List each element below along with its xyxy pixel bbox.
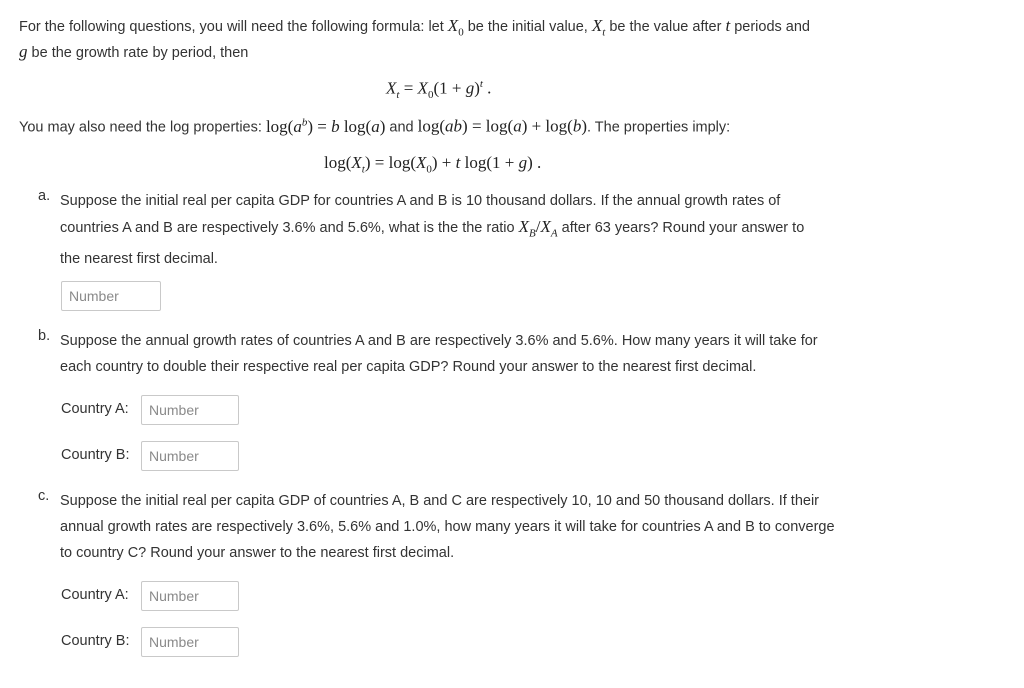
question-b-line-1: Suppose the annual growth rates of countries A and B are respectively 3.6% and 5.6%. How many years it will take for <box>60 333 818 349</box>
log-properties-text: You may also need the log properties: <box>19 119 262 136</box>
growth-formula: $X_t = X_0(1 + g)^t$ . <box>386 78 492 102</box>
log-power-rule: $\log(a^b) = b$ log(a) <box>265 116 386 136</box>
formula-xt: $X_t$ <box>591 16 606 39</box>
log-and-text: and <box>389 119 414 136</box>
question-c-letter: c. <box>38 488 50 504</box>
log-growth-formula: $\log(X_t) = \log(X_0) + t$ log(1 + g) . <box>324 153 542 176</box>
question-b-letter: b. <box>38 328 51 344</box>
formula-x0: $X_0$ <box>447 16 464 39</box>
question-c-country-b-input[interactable] <box>141 627 239 657</box>
question-a-line-1: Suppose the initial real per capita GDP for countries A and B is 10 thousand dollars. If the annual growth rates of <box>60 193 781 209</box>
question-c-country-b-label: Country B: <box>61 633 130 649</box>
intro-text-1c: be the value after <box>609 19 722 35</box>
question-a-line-2a: countries A and B are respectively 3.6% and 5.6%, what is the the ratio <box>60 220 515 236</box>
question-a-letter: a. <box>38 188 51 204</box>
formula-g: g <box>19 42 28 61</box>
question-b-country-b-input[interactable] <box>141 441 239 471</box>
question-a-line-2 <box>60 214 898 246</box>
intro-text-2: be the growth rate by period, then <box>31 45 249 61</box>
log-imply-text: . The properties imply: <box>587 119 731 136</box>
ratio-formula: $X_B/X_A$ <box>518 217 558 240</box>
log-properties-line <box>19 116 730 137</box>
intro-text-1b: be the initial value, <box>467 19 588 35</box>
question-a-line-2b: after 63 years? Round your answer to <box>561 220 805 236</box>
question-c-line-2: annual growth rates are respectively 3.6%, 5.6% and 1.0%, how many years it will take for countries A and B to converge <box>60 519 835 535</box>
question-a-line-3: the nearest first decimal. <box>60 251 218 268</box>
question-c-country-a-label: Country A: <box>61 587 129 603</box>
question-a-text <box>60 188 898 272</box>
intro-line-1 <box>19 16 810 38</box>
question-b-country-a-label: Country A: <box>61 401 129 417</box>
question-a-input[interactable] <box>61 281 161 311</box>
question-a <box>38 188 898 272</box>
question-b-country-a-input[interactable] <box>141 395 239 425</box>
question-b-country-b-label: Country B: <box>61 447 130 463</box>
question-b-line-2: each country to double their respective real per capita GDP? Round your answer to the nearest first decimal. <box>60 359 757 375</box>
question-c <box>38 488 898 566</box>
question-c-line-3: to country C? Round your answer to the nearest first decimal. <box>60 545 455 561</box>
formula-t: t <box>725 16 731 35</box>
question-c-text <box>60 488 898 566</box>
intro-text-1d: periods and <box>734 19 810 35</box>
intro-line-2 <box>19 42 248 62</box>
question-b <box>38 328 898 380</box>
question-c-country-a-input[interactable] <box>141 581 239 611</box>
question-c-line-1: Suppose the initial real per capita GDP of countries A, B and C are respectively 10, 10 and 50 thousand dollars. If their <box>60 493 820 509</box>
intro-text-1a: For the following questions, you will need the following formula: let <box>19 19 444 35</box>
question-b-text <box>60 328 898 380</box>
log-product-rule: log(ab) = log(a) + log(b) <box>417 116 587 136</box>
